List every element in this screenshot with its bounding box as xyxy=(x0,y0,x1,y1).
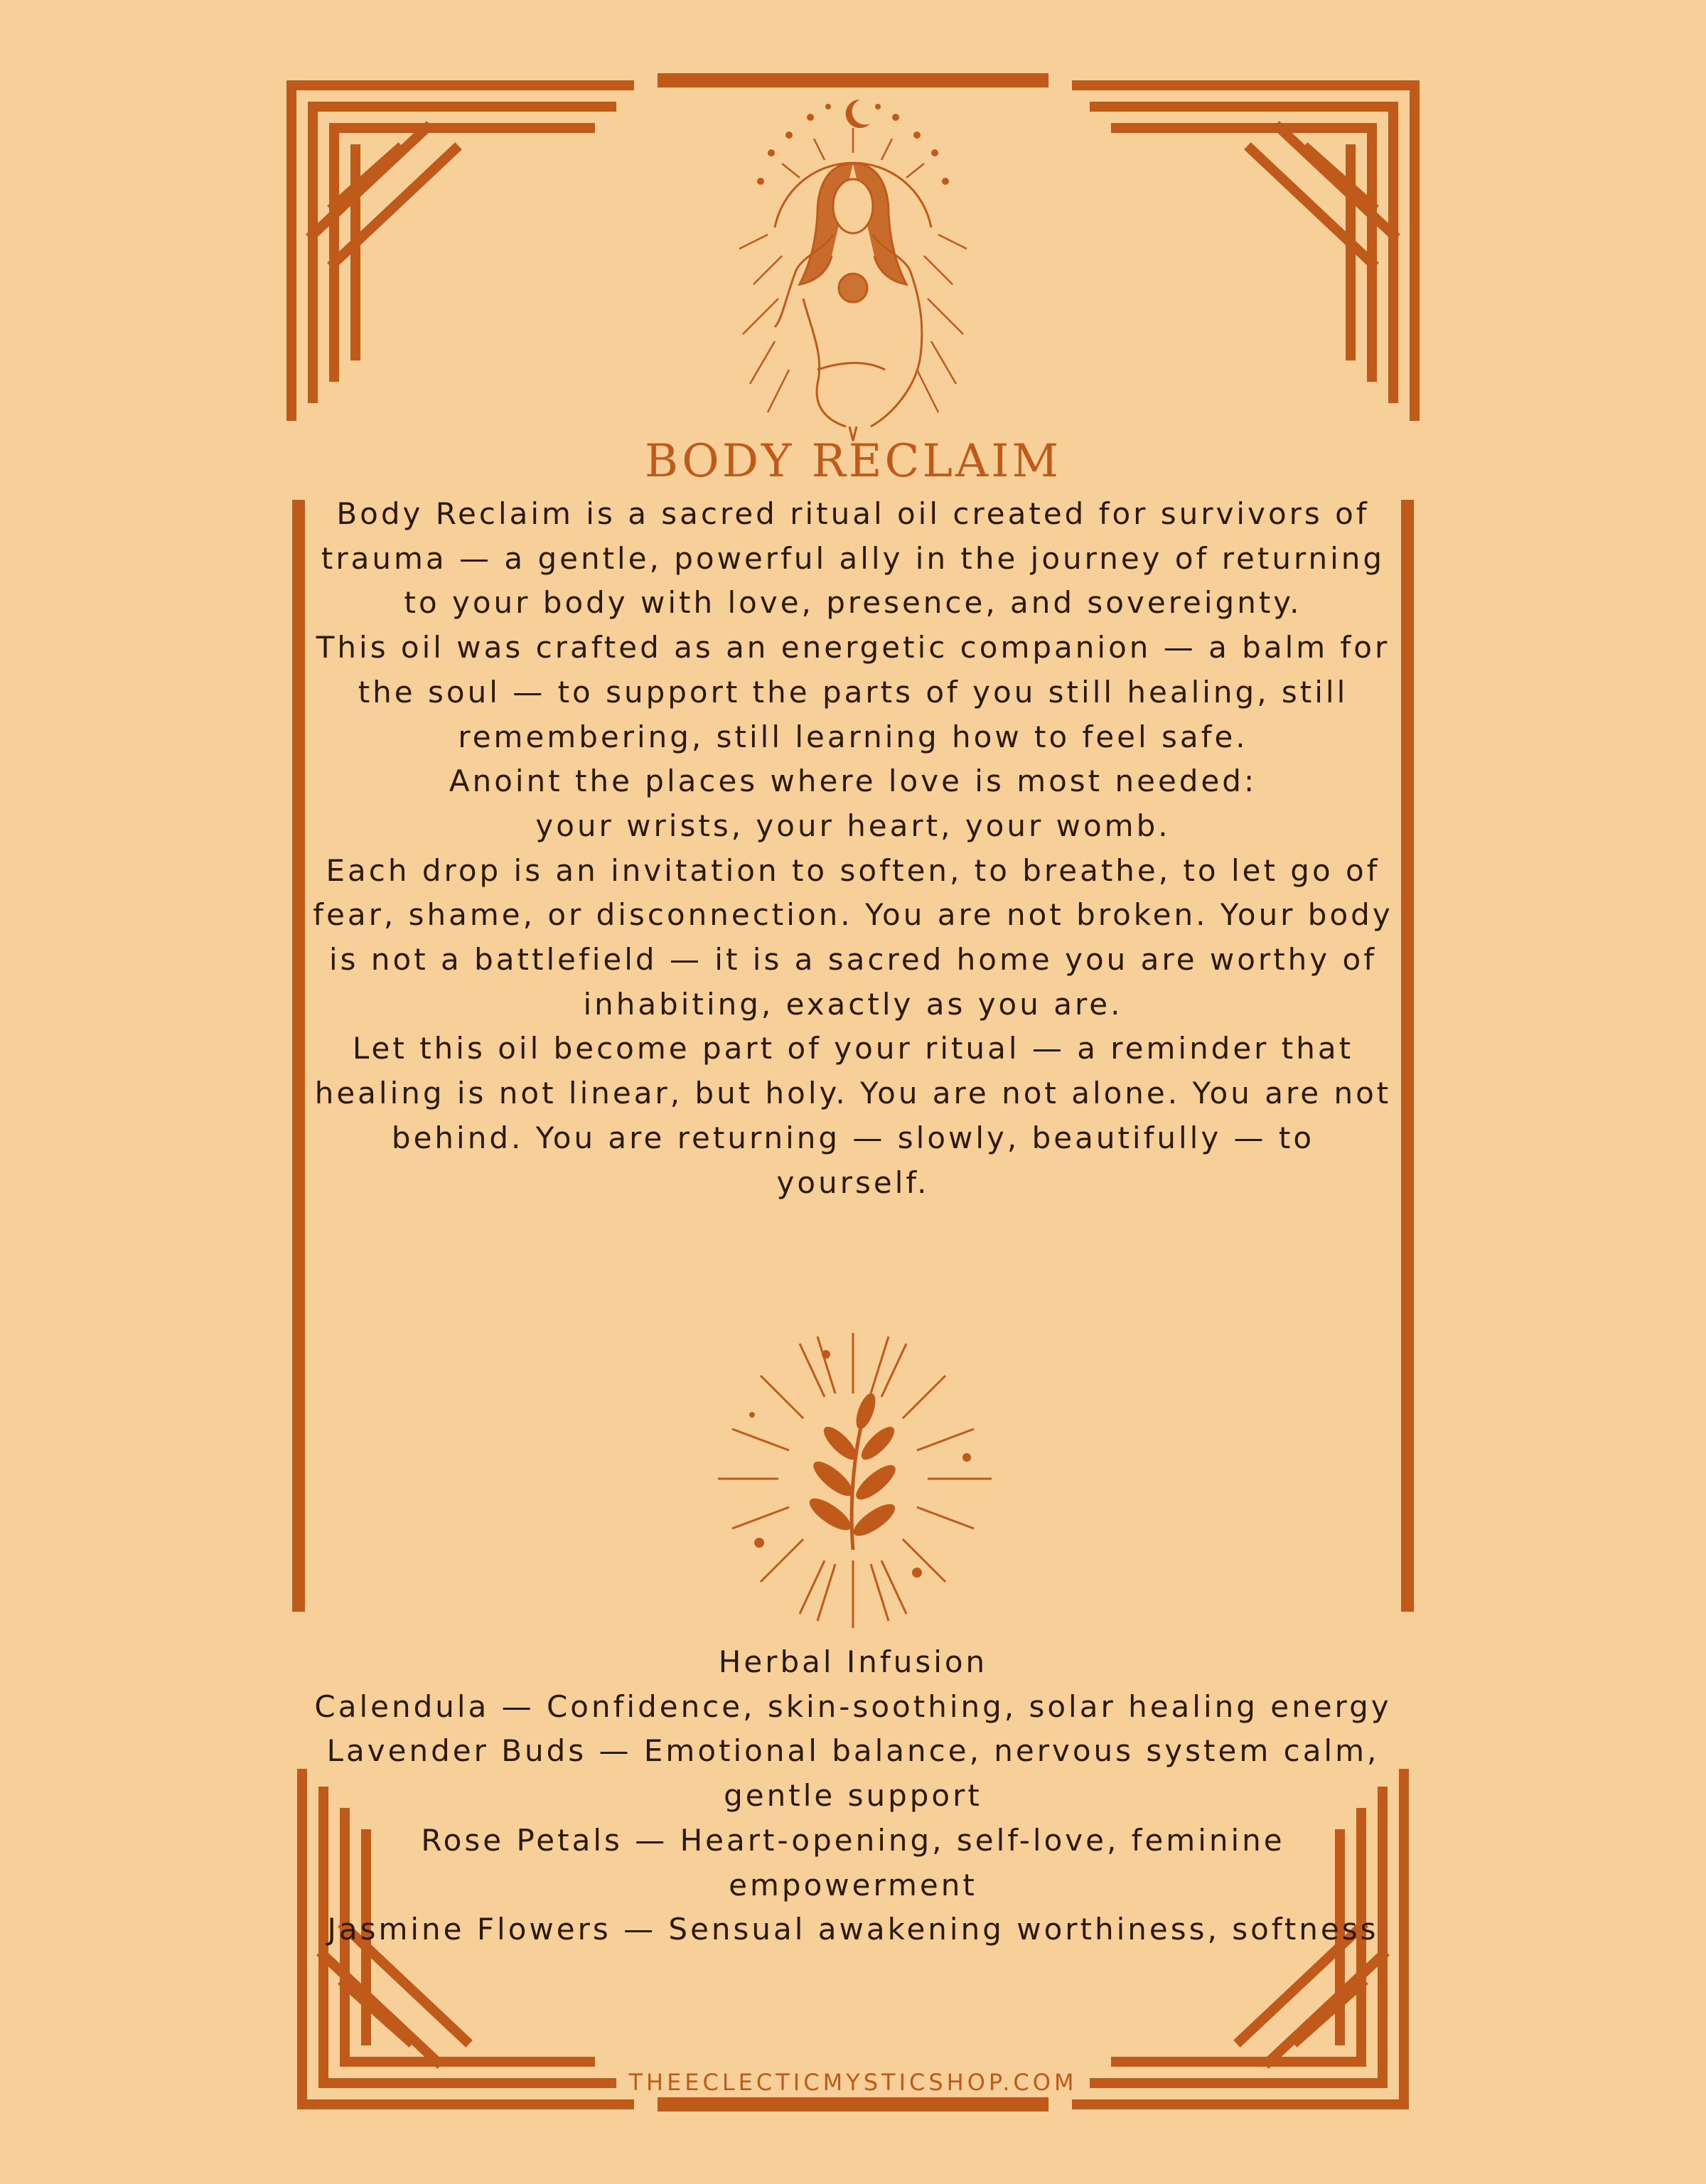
intro-paragraph: This oil was crafted as an energetic companion — a balm for the soul — to support the parts of you still healing, still remembering, still learning how to feel safe. xyxy=(316,630,1390,754)
intro-paragraph: Anoint the places where love is most needed: xyxy=(449,764,1257,799)
moon-icon xyxy=(846,100,870,128)
intro-paragraph: your wrists, your heart, your womb. xyxy=(535,808,1171,843)
intro-paragraph: Each drop is an invitation to soften, to breathe, to let go of fear, shame, or disconnection. You are not broken. Your body is not a battlefield — it is a sacred home you are worthy of inhabiting, exactly as you are. xyxy=(313,852,1393,1022)
herbal-infusion-section xyxy=(313,1640,1393,1952)
intro-text xyxy=(313,492,1393,1205)
herbal-heading: Herbal Infusion xyxy=(718,1644,988,1679)
corner-ornament-top-left xyxy=(291,85,629,416)
corner-ornament-top-right xyxy=(1077,85,1415,416)
herbal-item: Jasmine Flowers — Sensual awakening worthiness, softness xyxy=(327,1912,1379,1947)
herbal-item: Lavender Buds — Emotional balance, nervous system calm, gentle support xyxy=(326,1733,1380,1814)
intro-paragraph: Body Reclaim is a sacred ritual oil created for survivors of trauma — a gentle, powerful ally in the journey of returning to your body with love, presence, and sovereignty. xyxy=(321,496,1385,621)
goddess-illustration-icon xyxy=(739,100,967,441)
herbal-item: Calendula — Confidence, skin-soothing, solar healing energy xyxy=(314,1688,1392,1724)
herbal-item: Rose Petals — Heart-opening, self-love, feminine empowerment xyxy=(421,1822,1285,1902)
leaf-sprig-icon xyxy=(805,1391,899,1550)
intro-paragraph: Let this oil become part of your ritual — a reminder that healing is not linear, but holy. You are not alone. You are not behind. You are returning — slowly, beautifully — to yourself. xyxy=(314,1031,1392,1200)
page-title: BODY RECLAIM xyxy=(645,435,1061,488)
footer-url[interactable]: THEECLECTICMYSTICSHOP.COM xyxy=(624,2069,1081,2096)
footer xyxy=(0,2069,1706,2096)
